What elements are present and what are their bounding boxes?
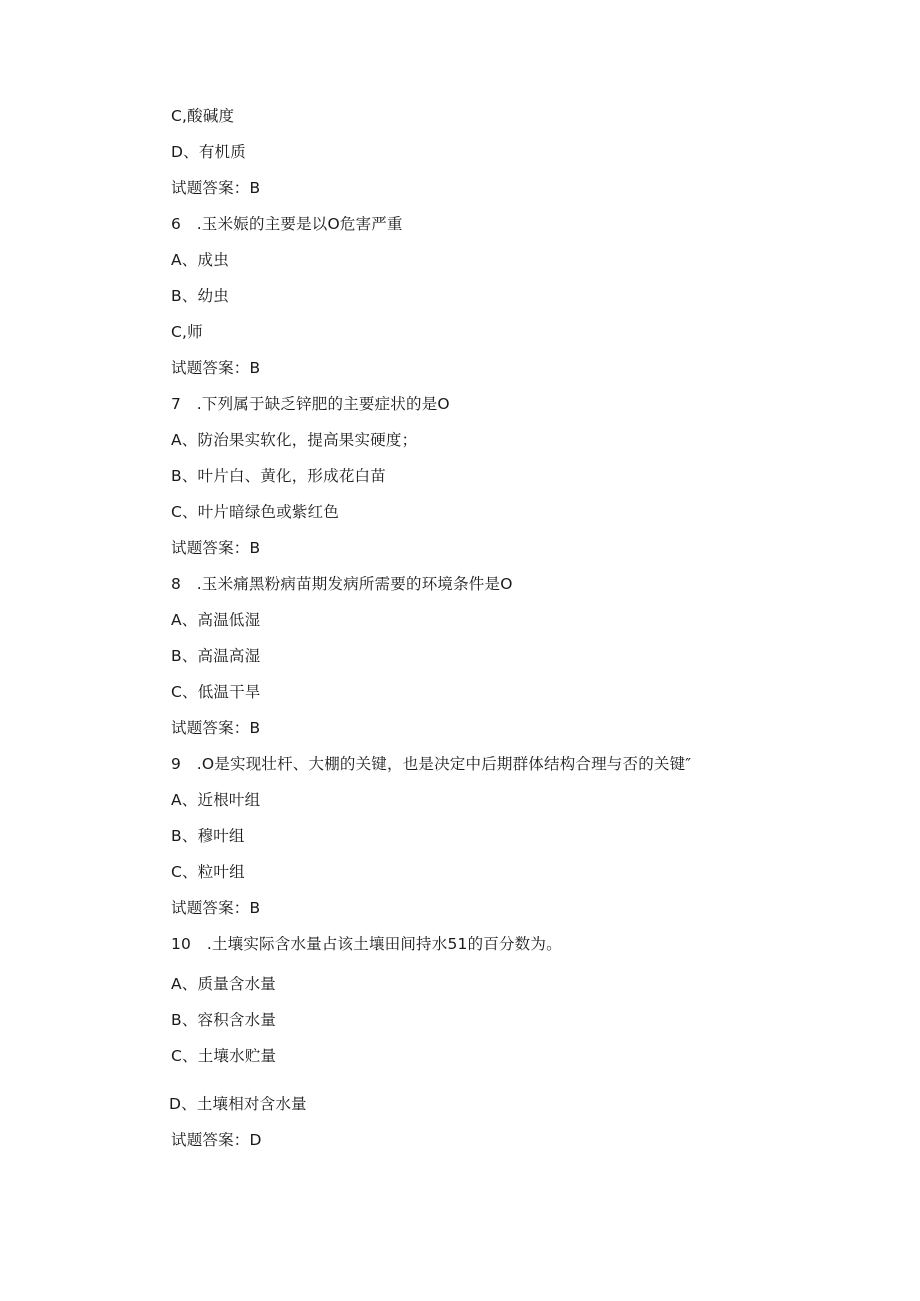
answer-q6: 试题答案：B — [171, 359, 261, 377]
option-b-q8: B、高温高湿 — [171, 647, 261, 665]
question-9: 9 .O是实现壮杆、大棚的关键，也是决定中后期群体结构合理与否的关键″ — [171, 755, 692, 773]
answer-q5: 试题答案：B — [171, 179, 261, 197]
option-d-q5: D、有机质 — [171, 143, 246, 161]
answer-q7: 试题答案：B — [171, 539, 261, 557]
answer-q8: 试题答案：B — [171, 719, 261, 737]
option-a-q8: A、高温低湿 — [171, 611, 261, 629]
question-7: 7 .下列属于缺乏锌肥的主要症状的是O — [171, 395, 450, 413]
option-a-q7: A、防治果实软化，提高果实硬度； — [171, 431, 418, 449]
option-b-q9: B、穆叶组 — [171, 827, 245, 845]
question-6: 6 .玉米娠的主要是以O危害严重 — [171, 215, 403, 233]
option-c-q8: C、低温干旱 — [171, 683, 261, 701]
question-10: 10 .土壤实际含水量占该土壤田间持水51的百分数为。 — [171, 935, 562, 953]
option-d-q10: D、土壤相对含水量 — [169, 1095, 307, 1113]
option-c-q6: C,师 — [171, 323, 203, 341]
option-a-q10: A、质量含水量 — [171, 975, 277, 993]
option-c-q5: C,酸碱度 — [171, 107, 235, 125]
option-b-q7: B、叶片白、黄化，形成花白苗 — [171, 467, 386, 485]
answer-q10: 试题答案：D — [171, 1131, 262, 1149]
option-c-q10: C、土壤水贮量 — [171, 1047, 277, 1065]
option-c-q9: C、粒叶组 — [171, 863, 245, 881]
option-a-q9: A、近根叶组 — [171, 791, 261, 809]
option-b-q6: B、幼虫 — [171, 287, 229, 305]
answer-q9: 试题答案：B — [171, 899, 261, 917]
question-8: 8 .玉米痛黑粉病苗期发病所需要的环境条件是O — [171, 575, 513, 593]
option-a-q6: A、成虫 — [171, 251, 229, 269]
option-c-q7: C、叶片暗绿色或紫红色 — [171, 503, 340, 521]
option-b-q10: B、容积含水量 — [171, 1011, 277, 1029]
